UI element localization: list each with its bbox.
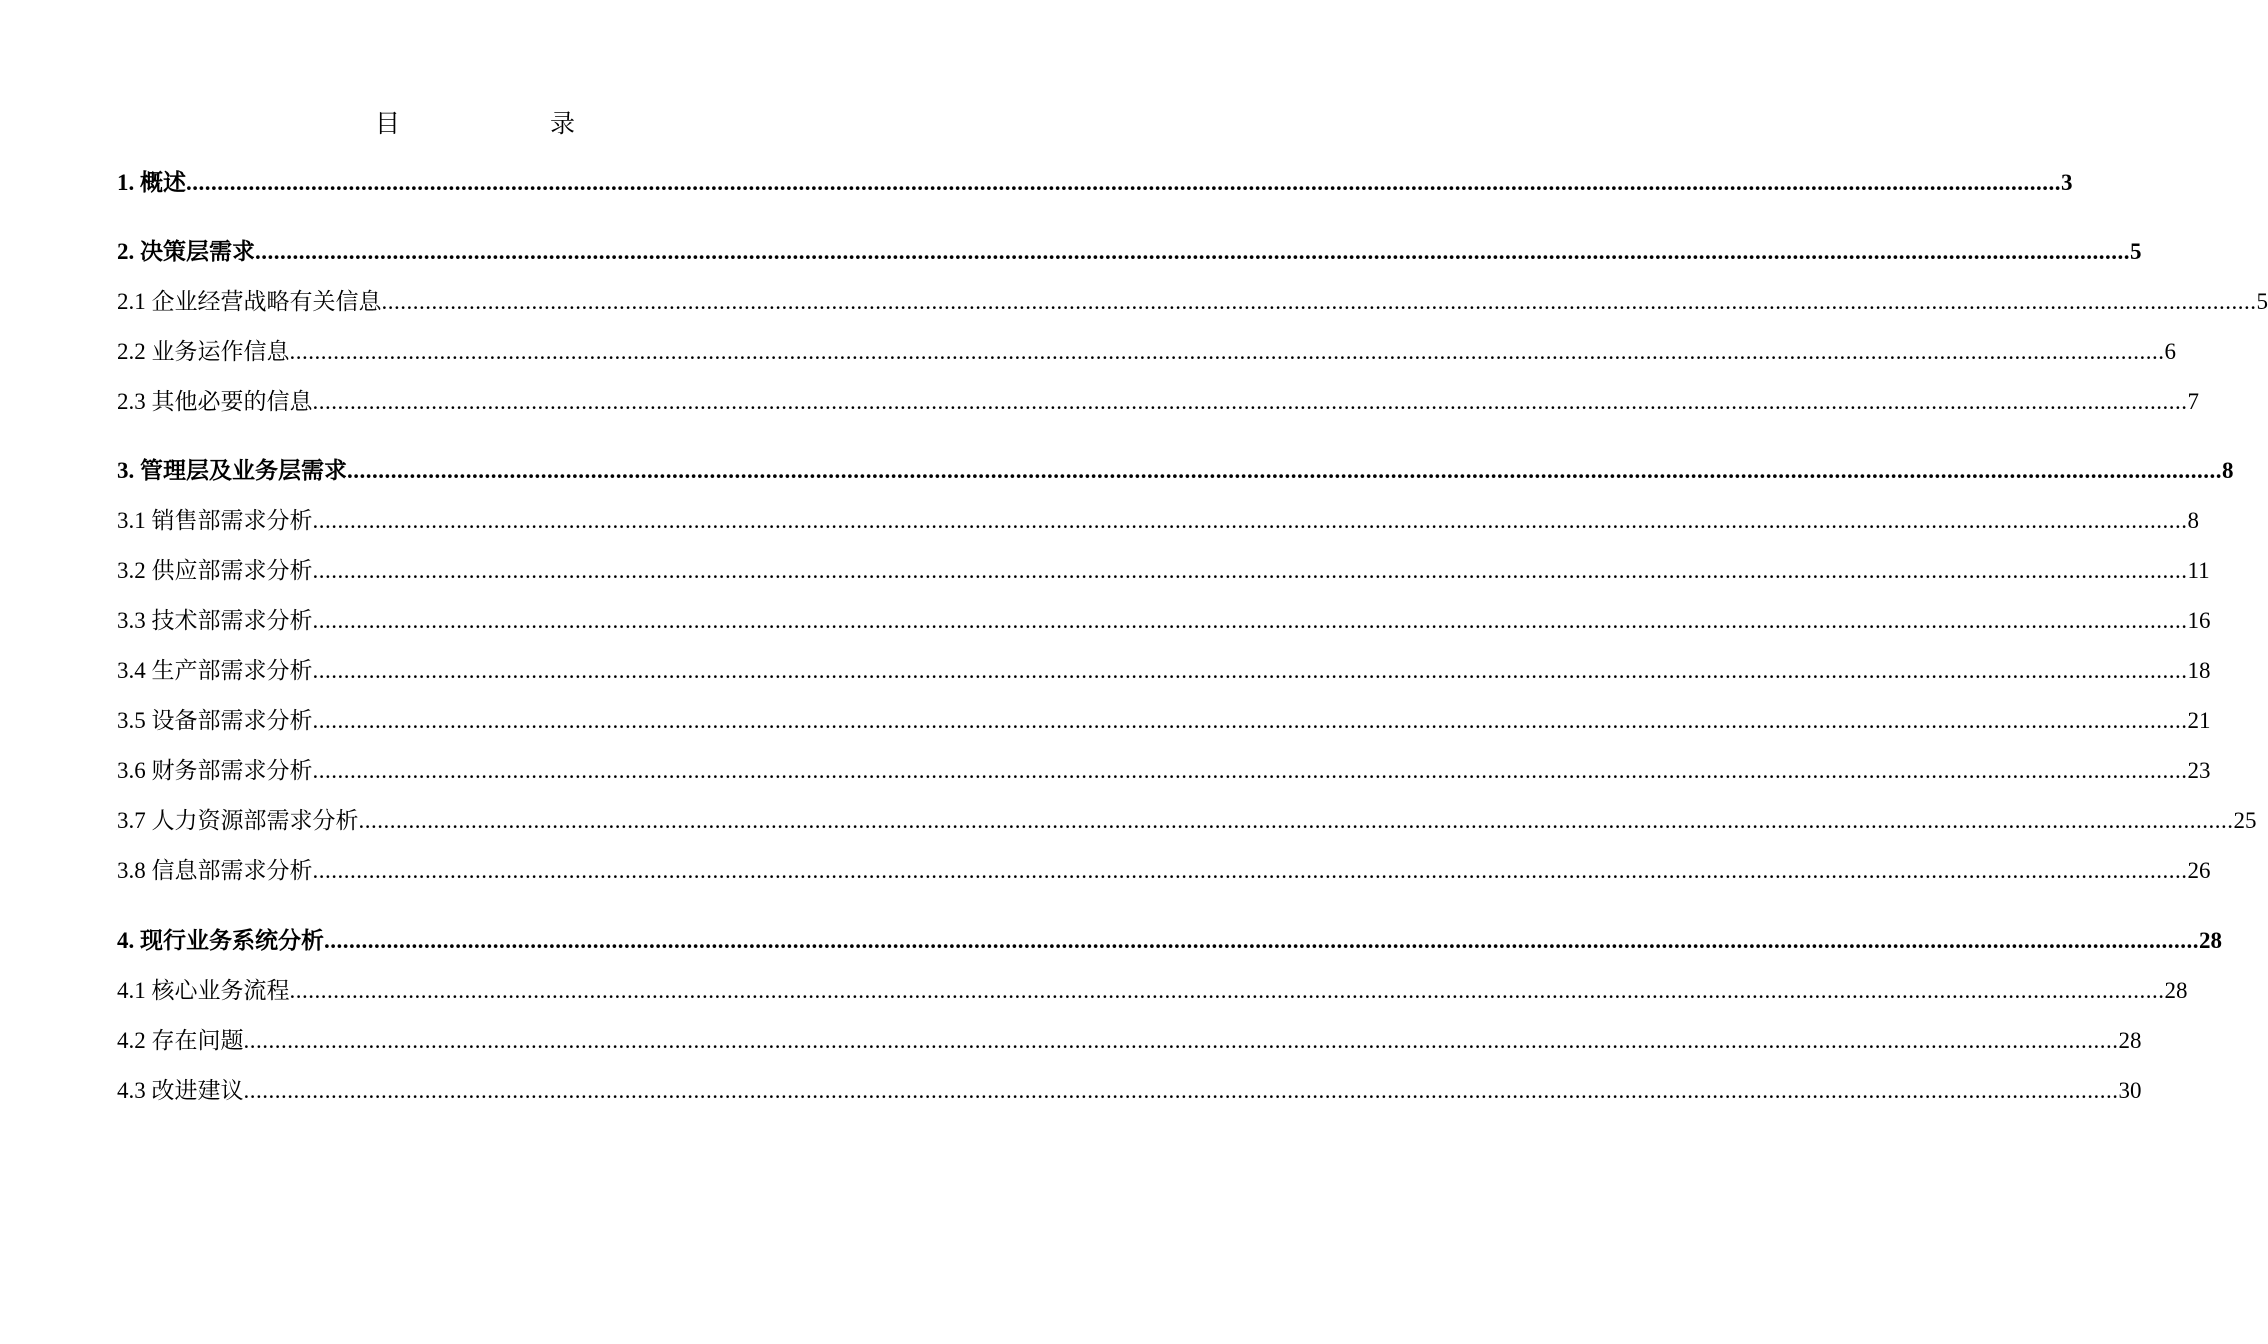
toc-leader: ............................................................................................................................................................................................................................................................................................................	[312, 708, 2188, 733]
toc-entry-label: 1. 概述	[117, 170, 186, 195]
toc-entry-page: 28	[2118, 1028, 2142, 1053]
toc-entry-page: 8	[2187, 508, 2199, 533]
toc-entry[interactable]	[117, 924, 2222, 958]
toc-entry[interactable]	[117, 504, 2199, 538]
toc-entry-page: 26	[2187, 858, 2211, 883]
toc-entry-page: 30	[2118, 1078, 2142, 1103]
toc-entry[interactable]	[117, 285, 2268, 319]
toc-title-left: 目	[374, 109, 400, 138]
toc-entry-page: 23	[2187, 758, 2211, 783]
toc-entry-label: 2.3 其他必要的信息	[117, 389, 313, 414]
toc-entry[interactable]	[117, 1024, 2142, 1058]
toc-entry-label: 2.1 企业经营战略有关信息	[117, 289, 382, 314]
toc-entry-page: 8	[2222, 458, 2234, 483]
toc-entry-label: 4.2 存在问题	[117, 1028, 244, 1053]
toc-leader: ............................................................................................................................................................................................................................................................................................................	[312, 608, 2188, 633]
toc-entry-page: 28	[2199, 928, 2222, 953]
toc-leader: ............................................................................................................................................................................................................................................................................................................	[312, 508, 2188, 533]
toc-entry-label: 3.1 销售部需求分析	[117, 508, 313, 533]
toc-entry[interactable]	[117, 554, 2210, 588]
toc-entry-label: 3.4 生产部需求分析	[117, 658, 313, 683]
toc-entry-label: 4. 现行业务系统分析	[117, 928, 324, 953]
toc-leader: ............................................................................................................................................................................................................................................................................................................	[243, 1078, 2119, 1103]
toc-entry-label: 3.2 供应部需求分析	[117, 558, 313, 583]
toc-leader: ............................................................................................................................................................................................................................................................................................................	[312, 758, 2188, 783]
toc-entry[interactable]	[117, 454, 2234, 488]
toc-entry-label: 3.7 人力资源部需求分析	[117, 808, 359, 833]
toc-entry[interactable]	[117, 1074, 2142, 1108]
toc-entry[interactable]	[117, 235, 2142, 269]
toc-entry-label: 3.3 技术部需求分析	[117, 608, 313, 633]
toc-leader: ............................................................................................................................................................................................................................................................................................................	[312, 558, 2188, 583]
toc-entry[interactable]	[117, 804, 2257, 838]
toc-entry-page: 3	[2061, 170, 2073, 195]
toc-entry-label: 2.2 业务运作信息	[117, 339, 290, 364]
toc-leader: ............................................................................................................................................................................................................................................................................................................	[312, 858, 2188, 883]
toc-entry-page: 21	[2187, 708, 2211, 733]
toc-entry-page: 11	[2187, 558, 2210, 583]
toc-entry-label: 3.6 财务部需求分析	[117, 758, 313, 783]
toc-entry-page: 5	[2256, 289, 2268, 314]
toc-title	[0, 106, 950, 142]
toc-entry-page: 28	[2164, 978, 2188, 1003]
toc-entry[interactable]	[117, 974, 2188, 1008]
toc-leader: ............................................................................................................................................................................................................................................................................................................	[324, 928, 2199, 953]
toc-leader: ............................................................................................................................................................................................................................................................................................................	[358, 808, 2234, 833]
toc-entry[interactable]	[117, 704, 2211, 738]
toc-entry-label: 3.5 设备部需求分析	[117, 708, 313, 733]
toc-entry-page: 6	[2164, 339, 2176, 364]
toc-entry[interactable]	[117, 385, 2199, 419]
toc-leader: ............................................................................................................................................................................................................................................................................................................	[312, 389, 2188, 414]
toc-entry[interactable]	[117, 654, 2211, 688]
toc-leader: ............................................................................................................................................................................................................................................................................................................	[347, 458, 2222, 483]
toc-entry-page: 25	[2233, 808, 2257, 833]
toc-entry-label: 4.1 核心业务流程	[117, 978, 290, 1003]
toc-leader: ............................................................................................................................................................................................................................................................................................................	[289, 978, 2165, 1003]
toc-leader: ............................................................................................................................................................................................................................................................................................................	[186, 170, 2061, 195]
toc-entry-label: 3.8 信息部需求分析	[117, 858, 313, 883]
toc-leader: ............................................................................................................................................................................................................................................................................................................	[243, 1028, 2119, 1053]
toc-entry[interactable]	[117, 604, 2211, 638]
toc-entry[interactable]	[117, 854, 2211, 888]
toc-title-right: 录	[550, 109, 576, 138]
toc-leader: ............................................................................................................................................................................................................................................................................................................	[312, 658, 2188, 683]
toc-entry-page: 5	[2130, 239, 2142, 264]
toc-entry[interactable]	[117, 754, 2211, 788]
toc-entry[interactable]	[117, 166, 2073, 200]
toc-leader: ............................................................................................................................................................................................................................................................................................................	[289, 339, 2165, 364]
toc-entry-page: 16	[2187, 608, 2211, 633]
toc-entry-page: 18	[2187, 658, 2211, 683]
toc-entry-page: 7	[2187, 389, 2199, 414]
toc-entry-label: 4.3 改进建议	[117, 1078, 244, 1103]
toc-leader: ............................................................................................................................................................................................................................................................................................................	[381, 289, 2257, 314]
toc-entry-label: 3. 管理层及业务层需求	[117, 458, 347, 483]
toc-entry[interactable]	[117, 335, 2176, 369]
toc-leader: ............................................................................................................................................................................................................................................................................................................	[255, 239, 2130, 264]
toc-entry-label: 2. 决策层需求	[117, 239, 255, 264]
